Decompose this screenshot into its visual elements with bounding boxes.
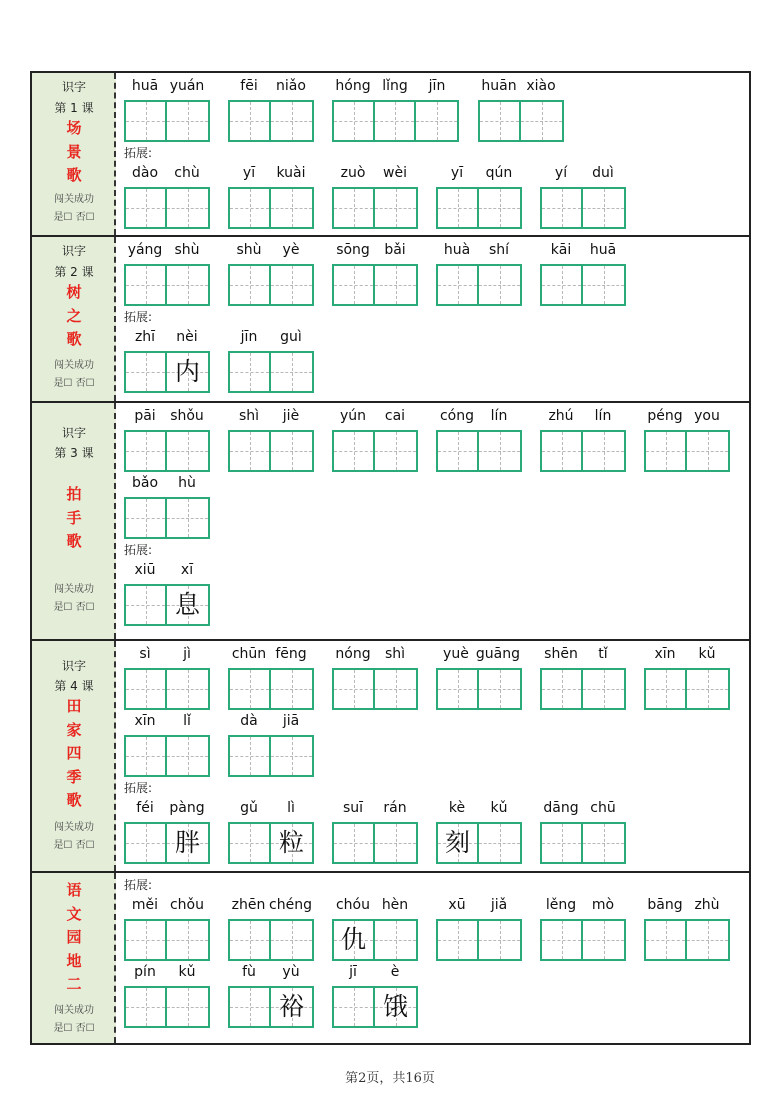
word-item: yún cai [332,406,416,474]
writing-grid[interactable] [332,100,459,142]
yes-no-checkboxes[interactable]: 是☐ 否☐ [53,212,95,223]
word-item: cóng lín [436,406,520,474]
lesson-3 [32,403,749,641]
word-item: fù yù 裕 [228,962,312,1030]
word-item: péng you [644,406,728,474]
lesson-4 [32,641,749,873]
word-item: xīn lǐ [124,711,208,779]
lesson-number: 第 1 课 [54,101,94,115]
lesson-tag: 识字 [61,244,86,258]
worksheet [30,71,751,1045]
writing-grid[interactable] [124,986,210,1028]
writing-grid[interactable] [644,430,730,472]
writing-grid[interactable] [540,668,626,710]
writing-grid[interactable] [228,919,314,961]
yes-no-checkboxes[interactable]: 是☐ 否☐ [53,1023,95,1034]
word-item: yuè guāng [436,644,520,712]
word-item: dà jiā [228,711,312,779]
word-item: xiū xī 息 [124,560,208,628]
lesson-sidebar [32,237,116,401]
writing-grid[interactable] [436,919,522,961]
word-item: yī kuài [228,163,312,231]
writing-grid[interactable]: 内 [124,351,210,393]
writing-grid[interactable] [124,668,210,710]
writing-grid[interactable] [228,264,314,306]
lesson-2 [32,237,749,403]
lesson-tag: 识字 [61,426,86,440]
pass-status: 闯关成功 是☐ 否☐ [32,819,116,855]
writing-grid[interactable] [540,822,626,864]
word-item: nóng shì [332,644,416,712]
word-item: chóu hèn 仇 [332,895,416,963]
writing-grid[interactable]: 饿 [332,986,418,1028]
word-item: lěng mò [540,895,624,963]
lesson-tag: 识字 [61,659,86,673]
word-item: suī rán [332,798,416,866]
writing-grid[interactable] [540,919,626,961]
writing-grid[interactable]: 刻 [436,822,522,864]
word-item: hóng lǐng jīn [332,76,458,144]
writing-grid[interactable] [332,264,418,306]
lesson-sidebar [32,403,116,639]
writing-grid[interactable] [540,430,626,472]
word-item: měi chǒu [124,895,208,963]
word-item: féi pàng 胖 [124,798,208,866]
lesson-tag: 识字 [61,80,86,94]
word-item: bāng zhù [644,895,728,963]
writing-grid[interactable] [540,187,626,229]
writing-grid[interactable] [228,100,314,142]
lesson-number: 第 4 课 [54,679,94,693]
word-item: shì jiè [228,406,312,474]
yes-no-checkboxes[interactable]: 是☐ 否☐ [53,378,95,389]
writing-grid[interactable] [478,100,564,142]
pass-status: 闯关成功 是☐ 否☐ [32,581,116,617]
writing-grid[interactable] [436,668,522,710]
word-item: xīn kǔ [644,644,728,712]
word-item: pín kǔ [124,962,208,1030]
word-item: kāi huā [540,240,624,308]
extension-label: 拓展: [124,310,153,324]
writing-grid[interactable] [228,187,314,229]
writing-grid[interactable] [228,351,314,393]
writing-grid[interactable] [436,430,522,472]
word-item: zhú lín [540,406,624,474]
word-item: dāng chū [540,798,624,866]
pass-status: 闯关成功 是☐ 否☐ [32,357,116,393]
word-item: fēi niǎo [228,76,312,144]
word-item: sōng bǎi [332,240,416,308]
lesson-number: 第 2 课 [54,265,94,279]
writing-grid[interactable] [124,735,210,777]
lesson-title: 田 家 四 季 歌 [66,697,82,809]
lesson-title: 树 之 歌 [66,283,82,348]
lesson-title: 拍 手 歌 [66,485,82,550]
word-item: yí duì [540,163,624,231]
word-item: jī è 饿 [332,962,416,1030]
writing-grid[interactable] [644,919,730,961]
lesson-title: 语 文 园 地 二 [66,881,82,993]
lesson-sidebar [32,73,116,235]
writing-grid[interactable] [124,264,210,306]
lesson-sidebar [32,873,116,1043]
word-item: dào chù [124,163,208,231]
word-item: gǔ lì 粒 [228,798,312,866]
extension-label: 拓展: [124,878,153,892]
writing-grid[interactable]: 息 [124,584,210,626]
writing-grid[interactable] [124,497,210,539]
lesson-sidebar [32,641,116,871]
writing-grid[interactable] [332,430,418,472]
word-item: yáng shù [124,240,208,308]
writing-grid[interactable] [332,187,418,229]
writing-grid[interactable] [540,264,626,306]
writing-grid[interactable]: 仇 [332,919,418,961]
yes-no-checkboxes[interactable]: 是☐ 否☐ [53,602,95,613]
writing-grid[interactable] [644,668,730,710]
extension-label: 拓展: [124,146,153,160]
word-item: sì jì [124,644,208,712]
word-item: zhēn chéng [228,895,312,963]
writing-grid[interactable] [124,187,210,229]
word-item: jīn guì [228,327,312,395]
word-item: shù yè [228,240,312,308]
pass-status: 闯关成功 是☐ 否☐ [32,191,116,227]
writing-grid[interactable]: 裕 [228,986,314,1028]
writing-grid[interactable] [436,264,522,306]
yes-no-checkboxes[interactable]: 是☐ 否☐ [53,840,95,851]
writing-grid[interactable] [436,187,522,229]
word-item: yī qún [436,163,520,231]
writing-grid[interactable]: 胖 [124,822,210,864]
word-item: xū jiǎ [436,895,520,963]
word-item: shēn tǐ [540,644,624,712]
word-item: chūn fēng [228,644,312,712]
word-item: pāi shǒu [124,406,208,474]
lesson-1 [32,73,749,237]
writing-grid[interactable] [124,430,210,472]
extension-label: 拓展: [124,543,153,557]
word-item: huà shí [436,240,520,308]
lesson-title: 场 景 歌 [66,119,82,184]
pass-status: 闯关成功 是☐ 否☐ [32,1002,116,1038]
word-item: zuò wèi [332,163,416,231]
word-item: huān xiào [478,76,562,144]
page-footer: 第2页，共16页 [345,1071,435,1086]
writing-grid[interactable] [332,822,418,864]
lesson-number: 第 3 课 [54,446,94,460]
writing-grid[interactable] [228,430,314,472]
writing-grid[interactable]: 粒 [228,822,314,864]
extension-label: 拓展: [124,781,153,795]
lesson-language-garden-2 [32,873,749,1043]
writing-grid[interactable] [228,668,314,710]
writing-grid[interactable] [228,735,314,777]
writing-grid[interactable] [124,100,210,142]
writing-grid[interactable] [124,919,210,961]
word-item: bǎo hù [124,473,208,541]
word-item: kè kǔ 刻 [436,798,520,866]
word-item: huā yuán [124,76,208,144]
word-item: zhī nèi 内 [124,327,208,395]
writing-grid[interactable] [332,668,418,710]
